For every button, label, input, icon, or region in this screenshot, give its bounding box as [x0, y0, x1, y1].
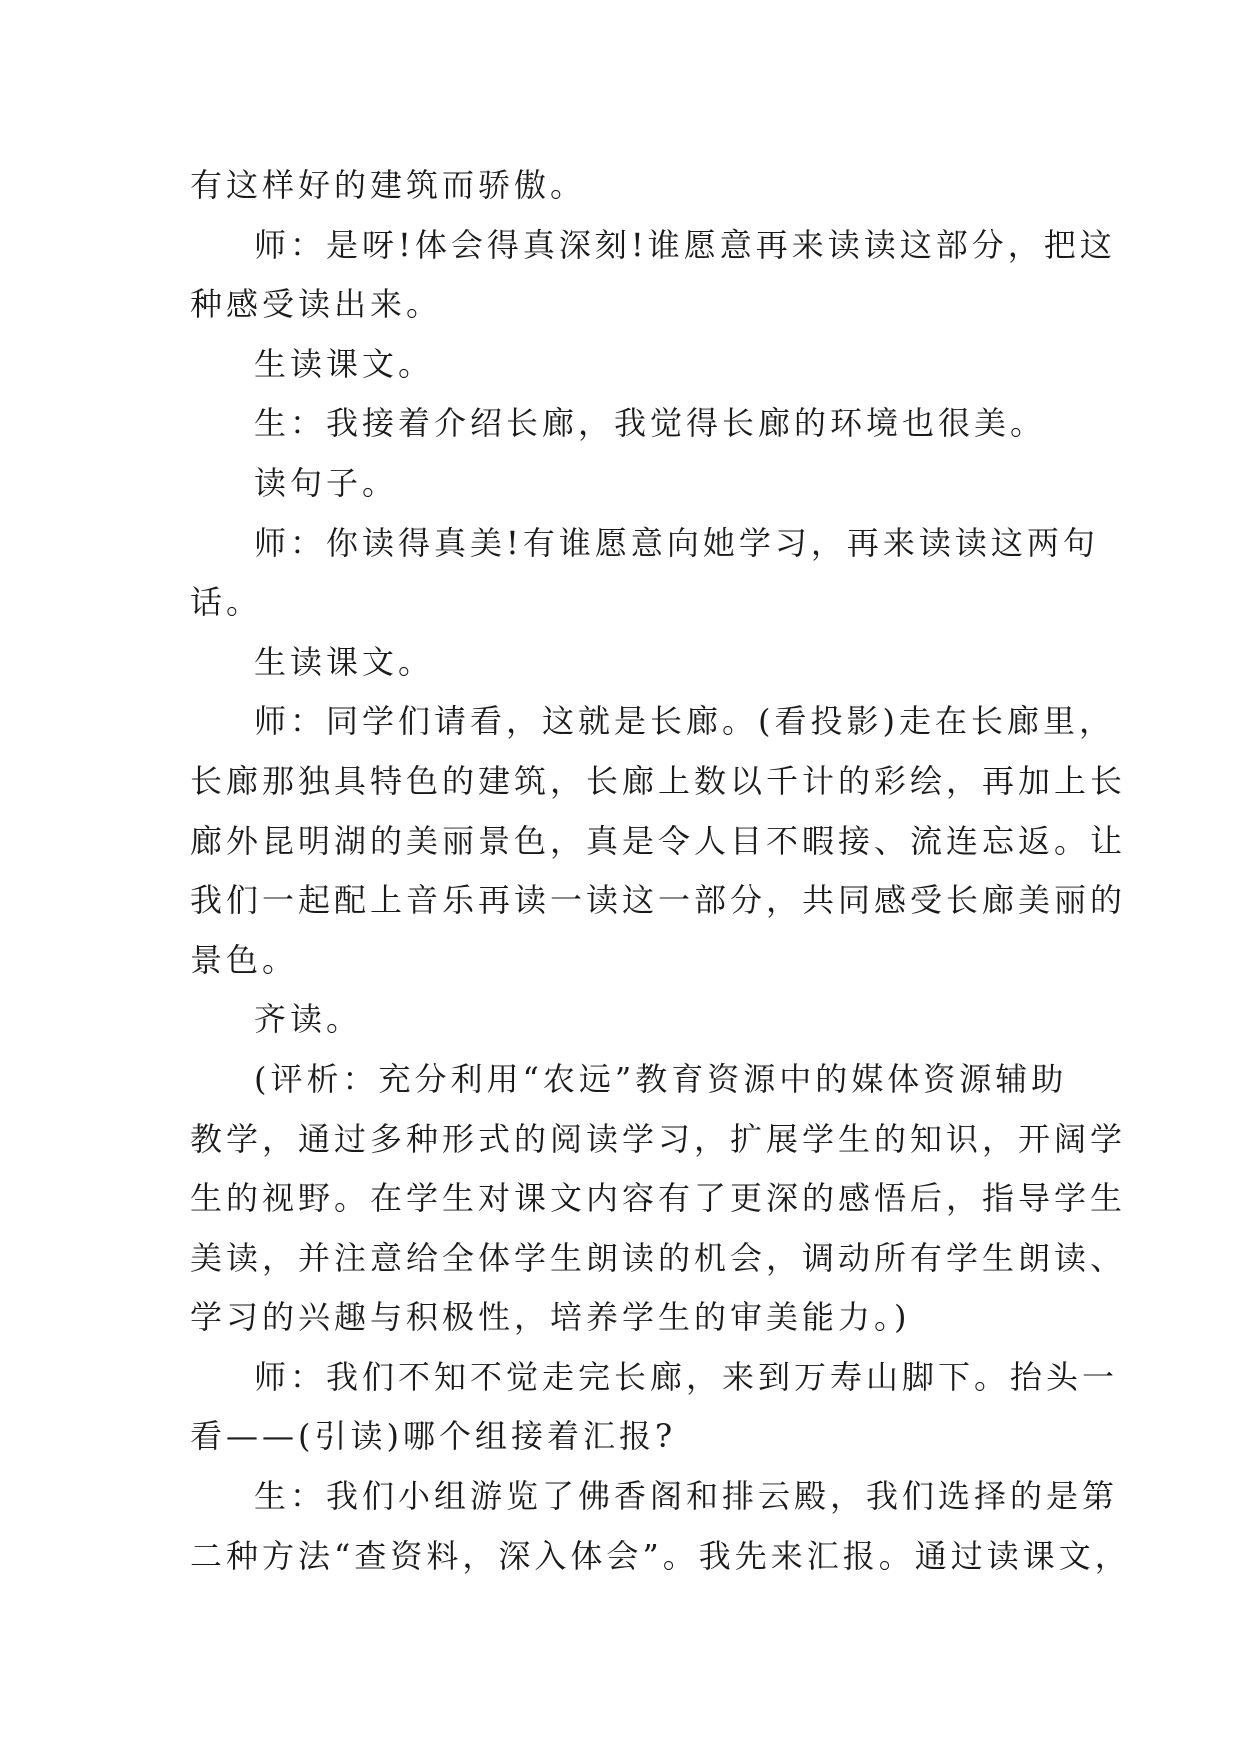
text-line: 师：同学们请看，这就是长廊。(看投影)走在长廊里，	[254, 702, 1115, 741]
text-line: 读句子。	[254, 463, 399, 502]
text-line: 学习的兴趣与积极性，培养学生的审美能力。)	[190, 1298, 911, 1337]
text-line: 话。	[190, 583, 263, 622]
text-line: 美读，并注意给全体学生朗读的机会，调动所有学生朗读、	[190, 1238, 1127, 1277]
text-line: 种感受读出来。	[190, 285, 443, 324]
text-line: 生读课文。	[254, 344, 435, 383]
text-line: 有这样好的建筑而骄傲。	[190, 166, 587, 204]
text-line: 生：我们小组游览了佛香阁和排云殿，我们选择的是第	[254, 1477, 1119, 1516]
text-line: 生的视野。在学生对课文内容有了更深的感悟后，指导学生	[190, 1179, 1127, 1218]
text-line: 生：我接着介绍长廊，我觉得长廊的环境也很美。	[254, 404, 1047, 443]
document-body	[190, 156, 1131, 1586]
text-line: 二种方法“查资料，深入体会”。我先来汇报。通过读课文，	[190, 1536, 1131, 1575]
text-line: 齐读。	[254, 1000, 363, 1039]
text-line: (评析：充分利用“农远”教育资源中的媒体资源辅助	[254, 1059, 1068, 1098]
text-line: 廊外昆明湖的美丽景色，真是令人目不暇接、流连忘返。让	[190, 821, 1127, 860]
text-line: 师：我们不知不觉走完长廊，来到万寿山脚下。抬头一	[254, 1357, 1119, 1396]
text-line: 看——(引读)哪个组接着汇报?	[190, 1417, 677, 1456]
text-line: 我们一起配上音乐再读一读这一部分，共同感受长廊美丽的	[190, 881, 1127, 920]
text-line: 师：是呀!体会得真深刻!谁愿意再来读读这部分，把这	[254, 225, 1116, 264]
text-line: 生读课文。	[254, 642, 435, 681]
text-line: 师：你读得真美!有谁愿意向她学习，再来读读这两句	[254, 523, 1099, 562]
text-line: 景色。	[190, 940, 299, 979]
text-line: 长廊那独具特色的建筑，长廊上数以千计的彩绘，再加上长	[190, 761, 1127, 800]
text-line: 教学，通过多种形式的阅读学习，扩展学生的知识，开阔学	[190, 1119, 1127, 1158]
